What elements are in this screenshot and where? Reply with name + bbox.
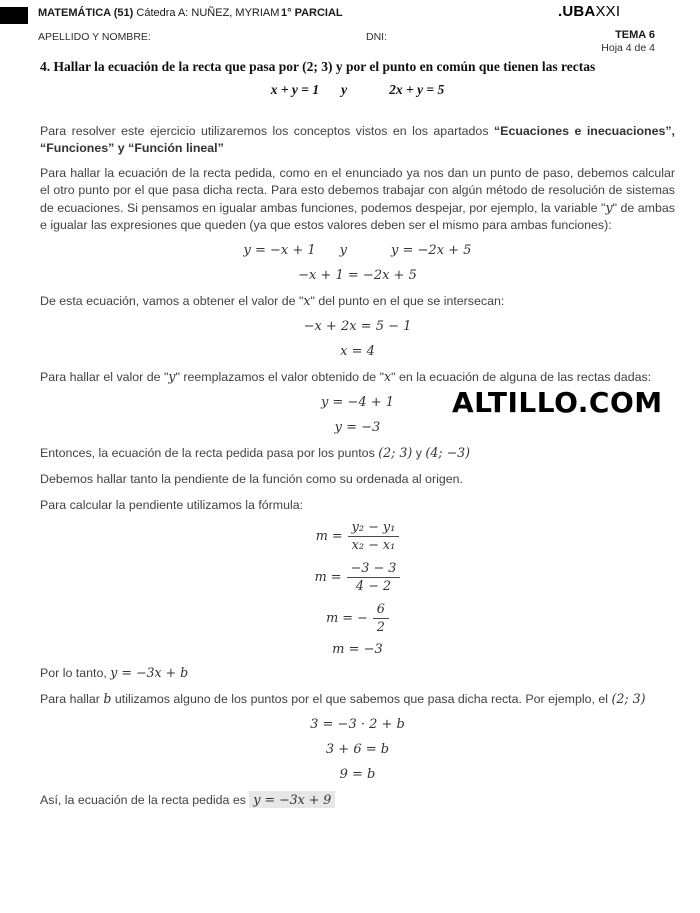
- method-text-1: Para hallar la ecuación de la recta pedida, como en el enunciado ya nos dan un punto de paso, debemos calcular el otro punto por el que pasa dicha recta. Para esto debemos trabajar con algún método de resolución de sistemas de ecuaciones. Si pensamos en igualar ambas funciones, podemos despejar, por ejemplo, la variable ": [40, 166, 675, 215]
- point-1: (2; 3): [378, 445, 413, 460]
- therefore-paragraph: [40, 664, 675, 682]
- solve-x-step1: −x + 2x = 5 − 1: [303, 319, 412, 334]
- slope-simplified-lead: m = −: [326, 611, 368, 626]
- dni-field-label: DNI:: [366, 31, 387, 43]
- despeje-right: y = −2x + 5: [391, 243, 472, 258]
- intersect-text-1: De esta ecuación, vamos a obtener el valor de ": [40, 294, 304, 308]
- replace-text-3: " en la ecuación de alguna de las rectas dadas:: [391, 370, 652, 384]
- b-step1: 3 = −3 · 2 + b: [310, 717, 405, 732]
- problem-eq-right: 2x + y = 5: [389, 82, 445, 97]
- replace-text-2: " reemplazamos el valor obtenido de ": [175, 370, 385, 384]
- intersect-text-2: " del punto en el que se intersecan:: [310, 294, 505, 308]
- intro-paragraph: [40, 123, 675, 157]
- slope-substitution-lead: m =: [314, 570, 342, 585]
- problem-title: 4. Hallar la ecuación de la recta que pasa por (2; 3) y por el punto en común que tienen las rectas: [40, 59, 596, 74]
- solve-y-step1: y = −4 + 1: [320, 395, 395, 410]
- replace-text-1: Para hallar el valor de ": [40, 370, 169, 384]
- intro-bold-topics: “Ecuaciones e inecuaciones”, “Funciones” y “Función lineal”: [40, 124, 675, 155]
- despeje-conjunction: y: [339, 243, 348, 258]
- fraction-denominator: x₂ − x₁: [351, 538, 396, 553]
- uba-logo-bold: .UBA: [558, 3, 596, 20]
- uba-logo-light: XXI: [595, 3, 621, 20]
- fraction-numerator: 6: [373, 602, 389, 619]
- find-b-var: b: [103, 691, 112, 706]
- fraction-denominator: 4 − 2: [355, 579, 392, 594]
- altillo-watermark: ALTILLO.COM: [452, 386, 663, 419]
- conclusion-paragraph: [40, 791, 675, 809]
- therefore-text: Por lo tanto,: [40, 666, 111, 680]
- solve-y-step2: y = −3: [334, 420, 381, 435]
- despeje-equations: [40, 242, 675, 259]
- slope-substitution: [40, 561, 675, 594]
- slope-result: m = −3: [332, 642, 383, 657]
- slope-formula-fraction: [348, 520, 400, 553]
- problem-eq-left: x + y = 1: [270, 82, 320, 97]
- need-paragraph: Debemos hallar tanto la pendiente de la función como su ordenada al origen.: [40, 472, 463, 486]
- b-step3: 9 = b: [339, 767, 376, 782]
- method-paragraph: [40, 165, 675, 234]
- igualacion-equation: −x + 1 = −2x + 5: [298, 268, 417, 283]
- replace-var-x: x: [384, 369, 392, 384]
- points-paragraph: [40, 444, 675, 462]
- replace-var-y: y: [168, 369, 176, 384]
- slope-formula: [40, 520, 675, 553]
- fraction-numerator: −3 − 3: [347, 561, 401, 578]
- sheet-number: Hoja 4 de 4: [601, 42, 655, 54]
- problem-eq-conjunction: y: [341, 82, 348, 97]
- intro-text: Para resolver este ejercicio utilizaremos los conceptos vistos en los apartados: [40, 124, 494, 138]
- course-title: MATEMÁTICA (51): [38, 7, 134, 19]
- solve-x-step2: x = 4: [340, 344, 375, 359]
- despeje-left: y = −x + 1: [243, 243, 316, 258]
- point-2: (4; −3): [425, 445, 471, 460]
- find-b-text-2: utilizamos alguno de los puntos por el que sabemos que pasa dicha recta. Por ejemplo, el: [111, 692, 612, 706]
- tema-label: TEMA 6: [615, 29, 655, 41]
- intersect-var-x: x: [303, 293, 311, 308]
- fraction-denominator: 2: [376, 620, 385, 635]
- slope-formula-lead: m =: [315, 529, 343, 544]
- find-b-text-1: Para hallar: [40, 692, 104, 706]
- problem-equations: [40, 81, 675, 99]
- name-field-label: APELLIDO Y NOMBRE:: [38, 31, 151, 43]
- find-b-point: (2; 3): [611, 691, 646, 706]
- slope-simplified: [40, 602, 675, 635]
- therefore-equation: y = −3x + b: [110, 665, 189, 680]
- exam-title: 1° PARCIAL: [281, 7, 343, 19]
- fraction-numerator: y₂ − y₁: [348, 520, 400, 537]
- b-step2: 3 + 6 = b: [325, 742, 390, 757]
- conclusion-text: Así, la ecuación de la recta pedida es: [40, 793, 250, 807]
- slope-substitution-fraction: [347, 561, 401, 594]
- points-text-1: Entonces, la ecuación de la recta pedida pasa por los puntos: [40, 446, 379, 460]
- slope-simplified-fraction: [373, 602, 389, 635]
- method-text-2: " de ambas e igualar las expresiones que queden (ya que estos valores deben ser el mismo para ambas funciones):: [40, 201, 675, 232]
- method-var-y: y: [605, 200, 613, 215]
- intersect-paragraph: [40, 292, 675, 310]
- final-equation-highlighted: y = −3x + 9: [249, 791, 335, 808]
- replace-paragraph: [40, 368, 675, 386]
- formula-intro-paragraph: Para calcular la pendiente utilizamos la fórmula:: [40, 498, 304, 512]
- find-b-paragraph: [40, 690, 675, 708]
- course-catedra: Cátedra A: NUÑEZ, MYRIAM: [133, 7, 280, 19]
- points-text-2: y: [412, 446, 426, 460]
